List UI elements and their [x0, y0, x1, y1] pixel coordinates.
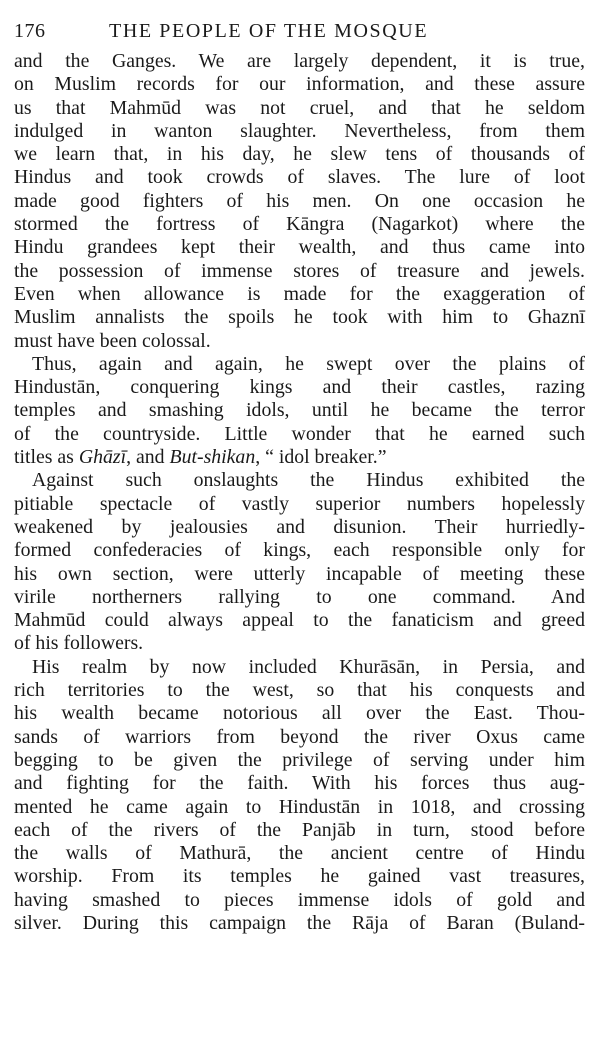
text-line-with-italics: [14, 446, 585, 469]
text-line: rich territories to the west, so that his conquests and: [14, 679, 585, 702]
book-page: [14, 16, 585, 935]
text-line: sands of warriors from beyond the river Oxus came: [14, 725, 585, 748]
text-line: of the countryside. Little wonder that he earned such: [14, 422, 585, 445]
text-line: Even when allowance is made for the exaggeration of: [14, 282, 585, 305]
text-line: and the Ganges. We are largely dependent, it is true,: [14, 50, 585, 72]
text-line: Against such onslaughts the Hindus exhibited the: [32, 469, 585, 492]
text-line: made good fighters of his men. On one occasion he: [14, 189, 585, 212]
text-line: on Muslim records for our information, and these assure: [14, 73, 585, 96]
text-line: we learn that, in his day, he slew tens of thousands of: [14, 143, 585, 166]
text-segment: titles as: [14, 446, 79, 469]
running-title: THE PEOPLE OF THE MOSQUE: [109, 20, 429, 42]
text-line: begging to be given the privilege of serving under him: [14, 748, 585, 771]
text-line: his wealth became notorious all over the East. Thou-: [14, 702, 585, 725]
text-line: Hindu grandees kept their wealth, and thus came into: [14, 236, 585, 259]
text-line: of his followers.: [14, 632, 144, 655]
text-line: the walls of Mathurā, the ancient centre of Hindu: [14, 842, 585, 865]
text-line: and fighting for the faith. With his forces thus aug-: [14, 772, 585, 795]
text-line: having smashed to pieces immense idols of gold and: [14, 888, 585, 911]
text-line: temples and smashing idols, until he became the terror: [14, 399, 585, 422]
text-line: Mahmūd could always appeal to the fanaticism and greed: [14, 609, 585, 632]
text-line: formed confederacies of kings, each responsible only for: [14, 539, 585, 562]
text-line: stormed the fortress of Kāngra (Nagarkot) where the: [14, 213, 585, 236]
text-line: must have been colossal.: [14, 329, 211, 352]
text-line: Muslim annalists the spoils he took with him to Ghaznī: [14, 306, 585, 329]
text-segment: , and: [126, 446, 170, 469]
text-line: the possession of immense stores of treasure and jewels.: [14, 259, 585, 282]
text-line: weakened by jealousies and disunion. Their hurriedly-: [14, 515, 585, 538]
text-line: His realm by now included Khurāsān, in Persia, and: [32, 655, 585, 678]
text-line: silver. During this campaign the Rāja of Baran (Buland-: [14, 911, 585, 934]
text-segment: , “ idol breaker.”: [255, 446, 387, 469]
text-line: virile northerners rallying to one command. And: [14, 585, 585, 608]
page-number: 176: [14, 20, 46, 42]
text-line: Hindustān, conquering kings and their castles, razing: [14, 376, 585, 399]
text-line: Hindus and took crowds of slaves. The lure of loot: [14, 166, 585, 189]
text-line: Thus, again and again, he swept over the plains of: [32, 352, 585, 375]
italic-term: Ghāzī: [78, 446, 127, 469]
text-line: mented he came again to Hindustān in 1018, and crossing: [14, 795, 585, 818]
text-line: pitiable spectacle of vastly superior numbers hopelessly: [14, 492, 585, 515]
text-line: indulged in wanton slaughter. Nevertheless, from them: [14, 119, 585, 142]
text-line: us that Mahmūd was not cruel, and that he seldom: [14, 96, 585, 119]
text-line: his own section, were utterly incapable of meeting these: [14, 562, 585, 585]
italic-term: But-shikan: [169, 446, 256, 469]
text-line: worship. From its temples he gained vast treasures,: [14, 865, 585, 888]
running-head: [14, 16, 585, 50]
body-text: [14, 50, 585, 935]
text-line: each of the rivers of the Panjāb in turn, stood before: [14, 818, 585, 841]
